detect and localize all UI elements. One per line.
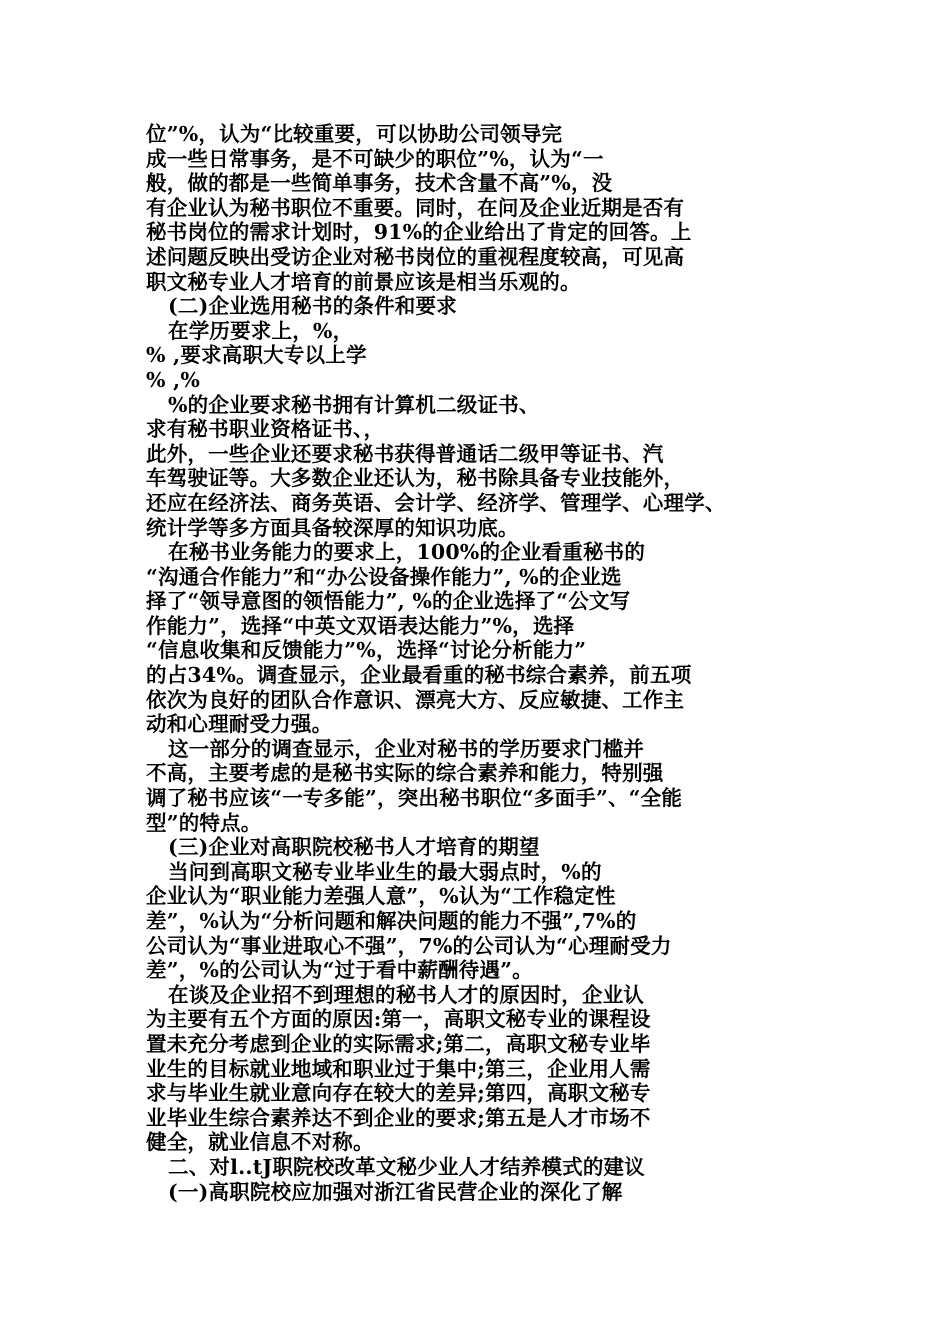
text-line: (三)企业对高职院校秘书人才培育的期望 — [168, 835, 540, 860]
text-line: 般，做的都是一些简单事务，技术含量不高”%，没 — [146, 171, 613, 196]
text-line: 统计学等多方面具备较深厚的知识功底。 — [146, 515, 519, 540]
text-line: 位”%，认为“比较重要，可以协助公司领导完 — [146, 122, 563, 146]
text-line: 调了秘书应该“一专多能”，突出秘书职位“多面手”、“全能 — [146, 786, 683, 811]
text-line: 车驾驶证等。大多数企业还认为，秘书除具备专业技能外， — [146, 466, 685, 491]
text-line: 差”，%认为“分析问题和解决问题的能力不强”,7%的 — [146, 909, 637, 933]
text-line: %的企业要求秘书拥有计算机二级证书、 — [168, 392, 540, 417]
text-line: 依次为良好的团队合作意识、漂亮大方、反应敏捷、工作主 — [146, 687, 685, 712]
text-line: 这一部分的调查显示，企业对秘书的学历要求门槛并 — [168, 736, 645, 761]
text-line: 有企业认为秘书职位不重要。同时，在问及企业近期是否有 — [146, 195, 685, 220]
text-line: 成一些日常事务，是不可缺少的职位”%，认为“一 — [146, 146, 604, 171]
text-line: 企业认为“职业能力差强人意”，%认为“工作稳定性 — [146, 884, 616, 909]
text-line: (二)企业选用秘书的条件和要求 — [168, 294, 457, 319]
text-line: 当问到高职文秘专业毕业生的最大弱点时，%的 — [168, 859, 602, 884]
text-line: 求有秘书职业资格证书、， — [146, 417, 385, 442]
text-line: 此外，一些企业还要求秘书获得普通话二级甲等证书、汽 — [146, 441, 664, 466]
text-line: 职文秘专业人才培育的前景应该是相当乐观的。 — [146, 269, 581, 294]
text-line: % ,要求高职大专以上学 — [146, 343, 367, 368]
text-line: 在谈及企业招不到理想的秘书人才的原因时，企业认 — [168, 982, 645, 1007]
text-line: 不高，主要考虑的是秘书实际的综合素养和能力，特别强 — [146, 761, 664, 786]
text-line: 求与毕业生就业意向存在较大的差异;第四，高职文秘专 — [146, 1081, 651, 1106]
text-line: (一)高职院校应加强对浙江省民营企业的深化了解 — [168, 1179, 623, 1204]
text-line: 业毕业生综合素养达不到企业的要求;第五是人才市场不 — [146, 1105, 651, 1130]
text-line: 秘书岗位的需求计划时，91%的企业给出了肯定的回答。上 — [146, 220, 692, 245]
text-line: 置未充分考虑到企业的实际需求;第二，高职文秘专业毕 — [146, 1031, 651, 1056]
text-line: 健全，就业信息不对称。 — [146, 1130, 374, 1155]
text-line: “沟通合作能力”和“办公设备操作能力”, %的企业选 — [146, 564, 622, 589]
text-line: 动和心理耐受力强。 — [146, 712, 333, 737]
text-line: 型”的特点。 — [146, 810, 262, 835]
text-line: “信息收集和反馈能力”%，选择“讨论分析能力” — [146, 638, 587, 663]
text-line: % ,% — [146, 367, 201, 392]
document-body — [146, 122, 806, 1204]
text-line: 二、对l..tJ职院校改革文秘少业人才结养模式的建议 — [168, 1154, 645, 1179]
text-line: 述问题反映出受访企业对秘书岗位的重视程度较高，可见高 — [146, 244, 685, 269]
text-line: 的占34%。调查显示，企业最看重的秘书综合素养，前五项 — [146, 663, 692, 688]
text-line: 在学历要求上，%， — [168, 318, 354, 343]
text-line: 在秘书业务能力的要求上，100%的企业看重秘书的 — [168, 540, 646, 565]
text-line: 择了“领导意图的领悟能力”, %的企业选择了“公文写 — [146, 589, 631, 614]
text-line: 公司认为“事业进取心不强”，7%的公司认为“心理耐受力 — [146, 933, 672, 958]
text-line: 为主要有五个方面的原因:第一，高职文秘专业的课程设 — [146, 1007, 651, 1032]
text-line: 还应在经济法、商务英语、会计学、经济学、管理学、心理学、 — [146, 490, 726, 515]
text-line: 作能力”，选择“中英文双语表达能力”%，选择 — [146, 613, 575, 638]
text-line: 业生的目标就业地域和职业过于集中;第三，企业用人需 — [146, 1056, 651, 1081]
text-line: 差”，%的公司认为“过于看中薪酬待遇”。 — [146, 958, 533, 983]
